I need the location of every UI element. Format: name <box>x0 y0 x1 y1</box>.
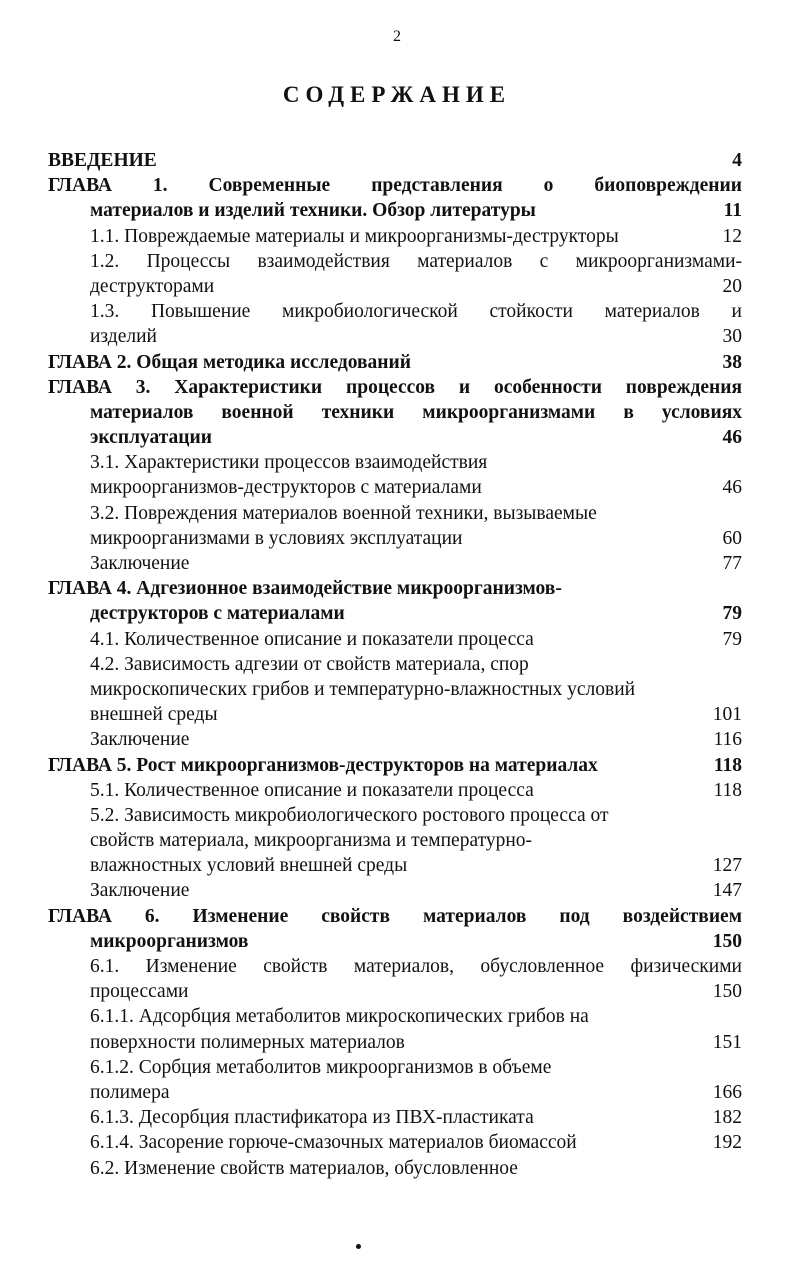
toc-entry-text: материалов и изделий техники. Обзор литературы <box>90 200 536 222</box>
toc-entry-page: 20 <box>722 275 742 297</box>
toc-entry-text: полимера <box>90 1081 170 1103</box>
toc-entry-text: эксплуатации <box>90 427 213 449</box>
toc-entry-text: 6.1.2. Сорбция метаболитов микроорганизмов в объеме <box>90 1056 552 1078</box>
toc-entry <box>48 450 742 475</box>
toc-entry-text: 3.2. Повреждения материалов военной техники, вызываемые <box>90 502 597 524</box>
toc-entry-page: 182 <box>712 1107 742 1129</box>
toc-entry <box>48 576 742 601</box>
toc-entry-page: 4 <box>732 150 742 171</box>
toc-entry <box>48 727 742 752</box>
toc-entry-text: ГЛАВА 3. Характеристики процессов и особенности повреждения <box>48 376 742 398</box>
toc-entry-text: ГЛАВА 4. Адгезионное взаимодействие микроорганизмов- <box>48 578 562 600</box>
table-of-contents <box>48 148 742 1181</box>
toc-entry-text: Заключение <box>90 880 190 902</box>
toc-entry-text: поверхности полимерных материалов <box>90 1031 405 1053</box>
toc-entry-page: 101 <box>712 704 742 726</box>
toc-entry-text: 5.1. Количественное описание и показатели процесса <box>90 779 534 801</box>
toc-entry-page: 46 <box>722 427 742 449</box>
toc-entry-text: свойств материала, микроорганизма и температурно- <box>90 830 533 852</box>
toc-entry-text: 1.2. Процессы взаимодействия материалов с микроорганизмами- <box>90 250 742 272</box>
toc-entry-text: ВВЕДЕНИЕ <box>48 150 157 171</box>
page-number: 2 <box>393 28 401 45</box>
toc-entry <box>48 652 742 677</box>
page-title: СОДЕРЖАНИЕ <box>282 82 512 107</box>
toc-entry-page: 150 <box>712 981 742 1003</box>
toc-entry-text: 6.1. Изменение свойств материалов, обусловленное физическими <box>90 956 742 977</box>
toc-entry-page: 127 <box>712 855 742 877</box>
toc-entry-text: 6.1.4. Засорение горюче-смазочных материалов биомассой <box>90 1132 577 1154</box>
toc-entry <box>48 979 742 1004</box>
toc-entry <box>48 324 742 349</box>
toc-entry <box>48 1105 742 1130</box>
toc-entry <box>48 1004 742 1029</box>
toc-entry-page: 118 <box>713 779 742 801</box>
toc-entry <box>48 173 742 198</box>
toc-entry <box>48 1055 742 1080</box>
toc-entry-page: 12 <box>722 225 742 247</box>
toc-entry <box>48 475 742 500</box>
toc-entry-page: 77 <box>722 553 742 574</box>
toc-entry <box>48 1080 742 1105</box>
toc-entry-text: микроорганизмов-деструкторов с материалами <box>90 477 482 499</box>
toc-entry <box>48 753 742 778</box>
toc-entry <box>48 1130 742 1155</box>
toc-entry <box>48 954 742 979</box>
toc-entry-page: 30 <box>722 326 742 348</box>
toc-entry-text: Заключение <box>90 729 190 751</box>
toc-entry <box>48 904 742 929</box>
toc-entry-text: материалов военной техники микроорганизмами в условиях <box>90 401 742 423</box>
toc-entry-page: 79 <box>722 628 742 650</box>
toc-entry-page: 150 <box>712 930 742 952</box>
toc-entry-page: 46 <box>722 477 742 499</box>
toc-entry-text: ГЛАВА 1. Современные представления о биоповреждении <box>48 175 742 197</box>
toc-entry <box>48 601 742 626</box>
toc-entry-text: микроорганизмов <box>90 930 249 952</box>
toc-entry <box>48 853 742 878</box>
toc-entry-text: 1.1. Повреждаемые материалы и микроорганизмы-деструкторы <box>90 225 619 247</box>
toc-entry-text: 4.2. Зависимость адгезии от свойств материала, спор <box>90 653 529 675</box>
toc-entry-text: 4.1. Количественное описание и показатели процесса <box>90 628 534 650</box>
toc-entry <box>48 501 742 526</box>
toc-entry-text: влажностных условий внешней среды <box>90 855 408 877</box>
toc-entry <box>48 526 742 551</box>
toc-entry-text: 6.1.1. Адсорбция метаболитов микроскопических грибов на <box>90 1006 589 1028</box>
toc-entry <box>48 551 742 576</box>
toc-entry-text: деструкторов с материалами <box>90 603 345 625</box>
toc-entry <box>48 400 742 425</box>
toc-entry <box>48 1030 742 1055</box>
toc-entry <box>48 929 742 954</box>
toc-entry-text: 3.1. Характеристики процессов взаимодействия <box>90 452 488 474</box>
toc-entry <box>48 249 742 274</box>
toc-entry <box>48 778 742 803</box>
toc-entry-text: 1.3. Повышение микробиологической стойкости материалов и <box>90 301 742 323</box>
scan-dot <box>356 1244 361 1249</box>
toc-entry-text: изделий <box>90 326 157 348</box>
toc-entry <box>48 878 742 903</box>
toc-entry-text: 5.2. Зависимость микробиологического ростового процесса от <box>90 804 609 826</box>
toc-entry <box>48 148 742 173</box>
toc-entry-page: 38 <box>722 351 742 373</box>
toc-entry <box>48 299 742 324</box>
toc-entry-page: 79 <box>722 603 742 625</box>
toc-entry-page: 60 <box>722 527 742 549</box>
toc-entry <box>48 274 742 299</box>
toc-entry-page: 166 <box>712 1081 742 1103</box>
toc-entry-text: 6.2. Изменение свойств материалов, обусловленное <box>90 1157 518 1179</box>
toc-entry-text: процессами <box>90 981 189 1003</box>
toc-entry-text: ГЛАВА 6. Изменение свойств материалов под воздействием <box>48 905 742 927</box>
toc-entry-text: внешней среды <box>90 704 218 726</box>
toc-entry <box>48 1156 742 1181</box>
toc-entry-text: ГЛАВА 5. Рост микроорганизмов-деструкторов на материалах <box>48 754 598 776</box>
toc-entry-text: Заключение <box>90 553 190 574</box>
toc-entry-text: деструкторами <box>90 275 215 297</box>
toc-entry <box>48 702 742 727</box>
toc-entry-page: 118 <box>713 754 742 776</box>
toc-entry <box>48 224 742 249</box>
toc-entry-text: 6.1.3. Десорбция пластификатора из ПВХ-пластиката <box>90 1107 534 1129</box>
toc-entry <box>48 350 742 375</box>
toc-entry-page: 192 <box>712 1132 742 1154</box>
toc-entry-text: микроорганизмами в условиях эксплуатации <box>90 527 463 549</box>
toc-entry-page: 147 <box>712 880 742 902</box>
toc-entry-page: 116 <box>713 729 742 751</box>
toc-entry <box>48 375 742 400</box>
toc-entry-text: микроскопических грибов и температурно-влажностных условий <box>90 678 636 700</box>
toc-entry-page: 151 <box>712 1031 742 1053</box>
toc-entry <box>48 803 742 828</box>
toc-entry <box>48 677 742 702</box>
toc-entry <box>48 828 742 853</box>
toc-entry <box>48 425 742 450</box>
toc-entry-page: 11 <box>723 200 742 222</box>
toc-entry-text: ГЛАВА 2. Общая методика исследований <box>48 351 411 373</box>
toc-entry <box>48 198 742 223</box>
toc-entry <box>48 627 742 652</box>
